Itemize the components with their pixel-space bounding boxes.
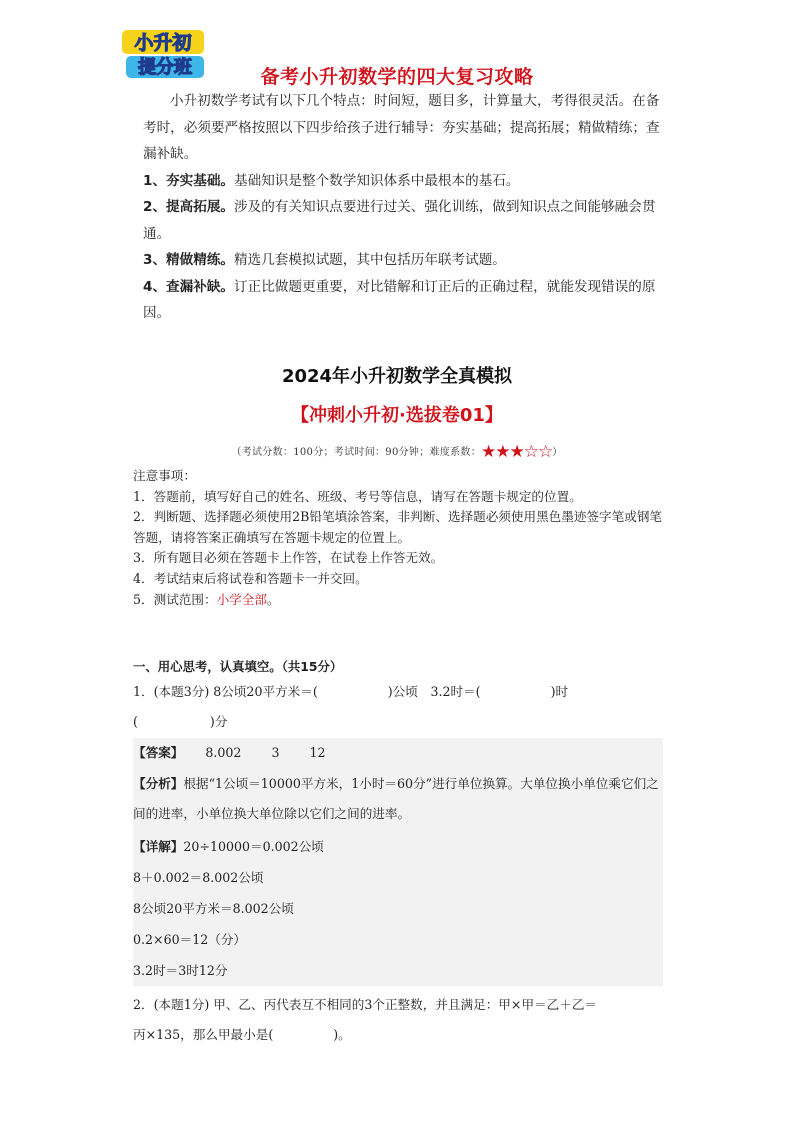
q1-text-c: )时	[550, 684, 569, 699]
star-filled-icon: ★	[481, 442, 496, 462]
notice-item-5	[133, 590, 663, 611]
guide-item-3-text: 精选几套模拟试题，其中包括历年联考试题。	[234, 252, 506, 268]
logo-line2: 提分班	[138, 57, 192, 78]
q1-text-d: (	[133, 714, 138, 729]
guide-body	[143, 88, 663, 327]
notice-item-2: 2．判断题、选择题必须使用2B铅笔填涂答案，非判断、选择题必须使用黑色墨迹签字笔或钢笔答题，请将答案正确填写在答题卡规定的位置上。	[133, 509, 663, 545]
guide-item-4	[143, 274, 663, 327]
guide-item-2	[143, 194, 663, 247]
notice-scope-value: 小学全部	[216, 591, 267, 607]
detail-label: 【详解】	[133, 839, 184, 854]
guide-item-4-text: 订正比做题更重要，对比错解和订正后的正确过程，就能发现错误的原因。	[143, 278, 656, 321]
question-2-line-1: 2．(本题1分) 甲、乙、丙代表互不相同的3个正整数，并且满足：甲×甲＝乙＋乙＝	[133, 997, 598, 1012]
answer-2: 3	[271, 745, 280, 760]
q2-text-b: )。	[333, 1027, 351, 1042]
guide-item-1-text: 基础知识是整个数学知识体系中最根本的基石。	[234, 172, 520, 189]
notice-scope-end: 。	[266, 591, 280, 607]
detail-5: 3.2时＝3时12分	[133, 963, 228, 978]
detail-row-4	[133, 925, 663, 955]
exam-info-end: ）	[552, 447, 563, 458]
question-2	[133, 990, 663, 1050]
question-2-line-2	[133, 1020, 663, 1050]
exam-info-text: （考试分数：100分；考试时间：90分钟；难度系数：	[231, 447, 482, 458]
exam-info	[0, 442, 794, 462]
notice-item-1: 1．答题前，填写好自己的姓名、班级、考号等信息，请写在答题卡规定的位置。	[133, 488, 582, 504]
detail-row-3	[133, 894, 663, 924]
star-filled-icon: ★	[509, 442, 524, 462]
answer-1: 8.002	[205, 745, 242, 760]
guide-item-3	[143, 247, 663, 274]
question-1-line-1	[133, 677, 663, 707]
notice-item-3: 3．所有题目必须在答题卡上作答，在试卷上作答无效。	[133, 550, 444, 566]
analysis-row	[133, 769, 663, 829]
notice-block	[133, 466, 663, 610]
q1-text-a: 1．(本题3分) 8公顷20平方米＝(	[133, 684, 318, 699]
question-1	[133, 677, 663, 737]
logo-line1: 小升初	[134, 32, 192, 54]
guide-item-2-label: 2、提高拓展。	[143, 199, 235, 215]
guide-item-1	[143, 168, 663, 195]
guide-title: 备考小升初数学的四大复习攻略	[260, 66, 534, 88]
star-empty-icon: ☆	[523, 442, 539, 462]
guide-item-1-label: 1、夯实基础。	[143, 172, 235, 189]
notice-heading: 注意事项：	[133, 468, 196, 483]
analysis-text: 根据“1公顷＝10000平方米，1小时＝60分”进行单位换算。大单位换小单位乘它们之间的进率，小单位换大单位除以它们之间的进率。	[133, 776, 659, 821]
exam-subtitle: 【冲刺小升初·选拔卷01】	[291, 405, 503, 426]
guide-item-4-label: 4、查漏补缺。	[143, 278, 235, 295]
q1-text-b: )公顷 3.2时＝(	[387, 684, 481, 699]
detail-row-5	[133, 956, 663, 986]
guide-item-3-label: 3、精做精练。	[143, 252, 235, 268]
question-1-line-2	[133, 707, 663, 737]
q2-text-a: 丙×135，那么甲最小是(	[133, 1027, 274, 1042]
detail-row-1	[133, 832, 663, 862]
detail-2: 8＋0.002＝8.002公顷	[133, 870, 264, 885]
detail-1: 20÷10000＝0.002公顷	[183, 839, 324, 854]
star-empty-icon: ☆	[538, 442, 553, 462]
detail-3: 8公顷20平方米＝8.002公顷	[133, 901, 294, 916]
answer-3: 12	[309, 745, 326, 760]
section-1-title: 一、用心思考，认真填空。（共15分）	[133, 659, 343, 674]
answer-row	[133, 738, 663, 768]
exam-title: 2024年小升初数学全真模拟	[281, 366, 513, 387]
star-filled-icon: ★	[495, 442, 510, 462]
detail-4: 0.2×60＝12（分）	[133, 932, 247, 947]
answer-label: 【答案】	[133, 745, 184, 760]
notice-item-4: 4．考试结束后将试卷和答题卡一并交回。	[133, 570, 368, 586]
difficulty-stars	[481, 442, 552, 462]
guide-intro: 小升初数学考试有以下几个特点：时间短，题目多，计算量大，考得很灵活。在备考时，必须要严格按照以下四步给孩子进行辅导：夯实基础；提高拓展；精做精练；查漏补缺。	[143, 93, 660, 162]
analysis-label: 【分析】	[133, 776, 184, 791]
notice-scope-label: 5．测试范围：	[133, 591, 217, 607]
detail-row-2	[133, 863, 663, 893]
guide-item-2-text: 涉及的有关知识点要进行过关、强化训练，做到知识点之间能够融会贯通。	[143, 199, 656, 242]
q1-text-e: )分	[209, 714, 228, 729]
